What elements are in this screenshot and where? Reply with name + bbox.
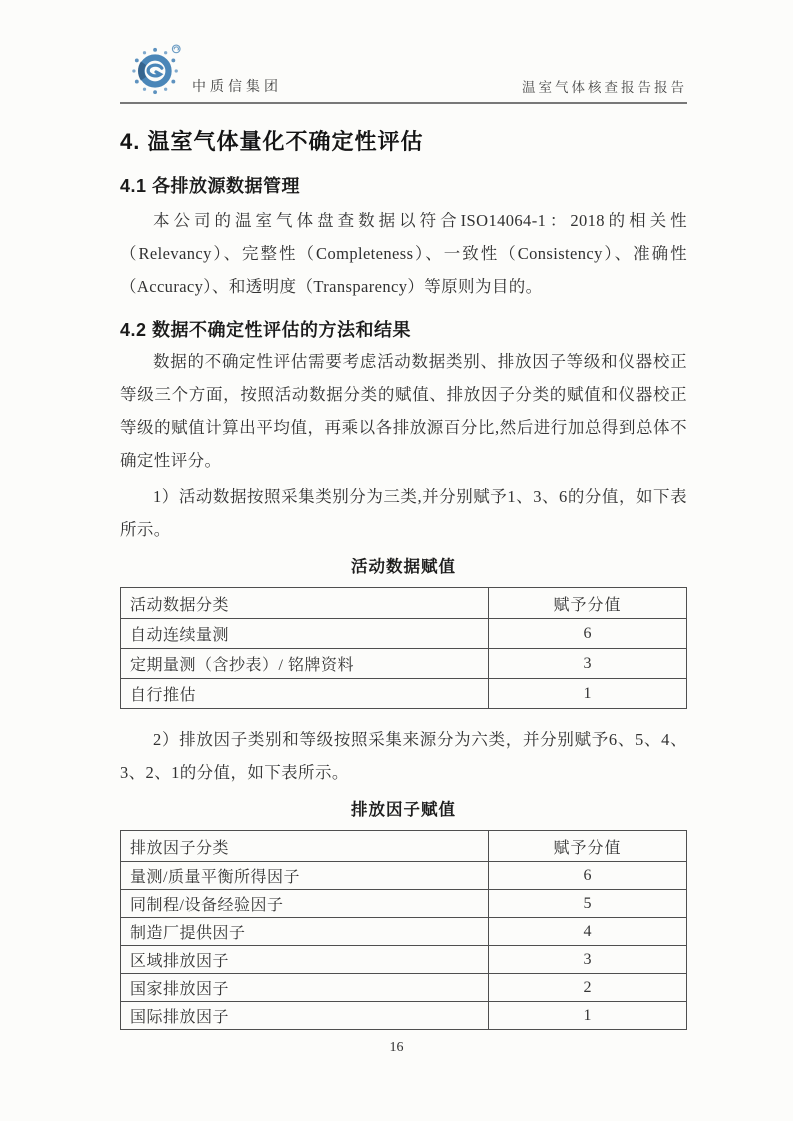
column-header-score: 赋予分值 xyxy=(488,831,686,862)
table-row xyxy=(121,649,687,679)
table-row xyxy=(121,946,687,974)
page-number: 16 xyxy=(389,1040,404,1055)
row-label: 区域排放因子 xyxy=(121,946,489,974)
row-label: 量测/质量平衡所得因子 xyxy=(121,862,489,890)
emission-factor-score-table xyxy=(120,830,687,1030)
row-label: 同制程/设备经验因子 xyxy=(121,890,489,918)
company-logo-icon xyxy=(132,42,182,105)
table-row xyxy=(121,1002,687,1030)
table-row xyxy=(121,974,687,1002)
activity-score-table xyxy=(120,587,687,709)
header-report-title: 温室气体核查报告报告 xyxy=(522,80,687,95)
row-label: 自行推估 xyxy=(121,679,489,709)
table-row xyxy=(121,862,687,890)
row-score: 4 xyxy=(488,918,686,946)
chapter-heading: 4. 温室气体量化不确定性评估 xyxy=(120,129,424,154)
table-row xyxy=(121,890,687,918)
table-row xyxy=(121,619,687,649)
row-label: 国际排放因子 xyxy=(121,1002,489,1030)
activity-table-title: 活动数据赋值 xyxy=(351,558,456,576)
page-header xyxy=(120,44,687,104)
factor-table-title: 排放因子赋值 xyxy=(351,801,456,819)
row-label: 国家排放因子 xyxy=(121,974,489,1002)
row-label: 制造厂提供因子 xyxy=(121,918,489,946)
column-header-score: 赋予分值 xyxy=(488,588,686,619)
row-label: 自动连续量测 xyxy=(121,619,489,649)
row-score: 5 xyxy=(488,890,686,918)
row-score: 6 xyxy=(488,619,686,649)
section-heading-4-1: 4.1 各排放源数据管理 xyxy=(120,176,301,196)
section-heading-4-2: 4.2 数据不确定性评估的方法和结果 xyxy=(120,320,412,340)
paragraph-method: 数据的不确定性评估需要考虑活动数据类别、排放因子等级和仪器校正等级三个方面，按照活动数据分类的赋值、排放因子分类的赋值和仪器校正等级的赋值计算出平均值，再乘以各排放源百分比,然后进行加总得到总体不确定性评分。 xyxy=(120,352,687,470)
row-label: 定期量测（含抄表）/ 铭牌资料 xyxy=(121,649,489,679)
column-header-category: 活动数据分类 xyxy=(121,588,489,619)
table-header-row xyxy=(121,588,687,619)
column-header-category: 排放因子分类 xyxy=(121,831,489,862)
company-name: 中质信集团 xyxy=(192,80,282,95)
paragraph-item-1: 1）活动数据按照采集类别分为三类,并分别赋予1、3、6的分值，如下表所示。 xyxy=(120,487,687,539)
row-score: 1 xyxy=(488,679,686,709)
row-score: 3 xyxy=(488,649,686,679)
paragraph-principles: 本公司的温室气体盘查数据以符合ISO14064-1：2018的相关性（Relevancy）、完整性（Completeness）、一致性（Consistency）、准确性（Accuracy）、和透明度（Transparency）等原则为目的。 xyxy=(120,211,687,296)
table-row xyxy=(121,679,687,709)
row-score: 6 xyxy=(488,862,686,890)
table-row xyxy=(121,918,687,946)
page-content xyxy=(120,0,687,1030)
row-score: 2 xyxy=(488,974,686,1002)
row-score: 1 xyxy=(488,1002,686,1030)
row-score: 3 xyxy=(488,946,686,974)
paragraph-item-2: 2）排放因子类别和等级按照采集来源分为六类，并分别赋予6、5、4、3、2、1的分值，如下表所示。 xyxy=(120,730,687,782)
table-header-row xyxy=(121,831,687,862)
